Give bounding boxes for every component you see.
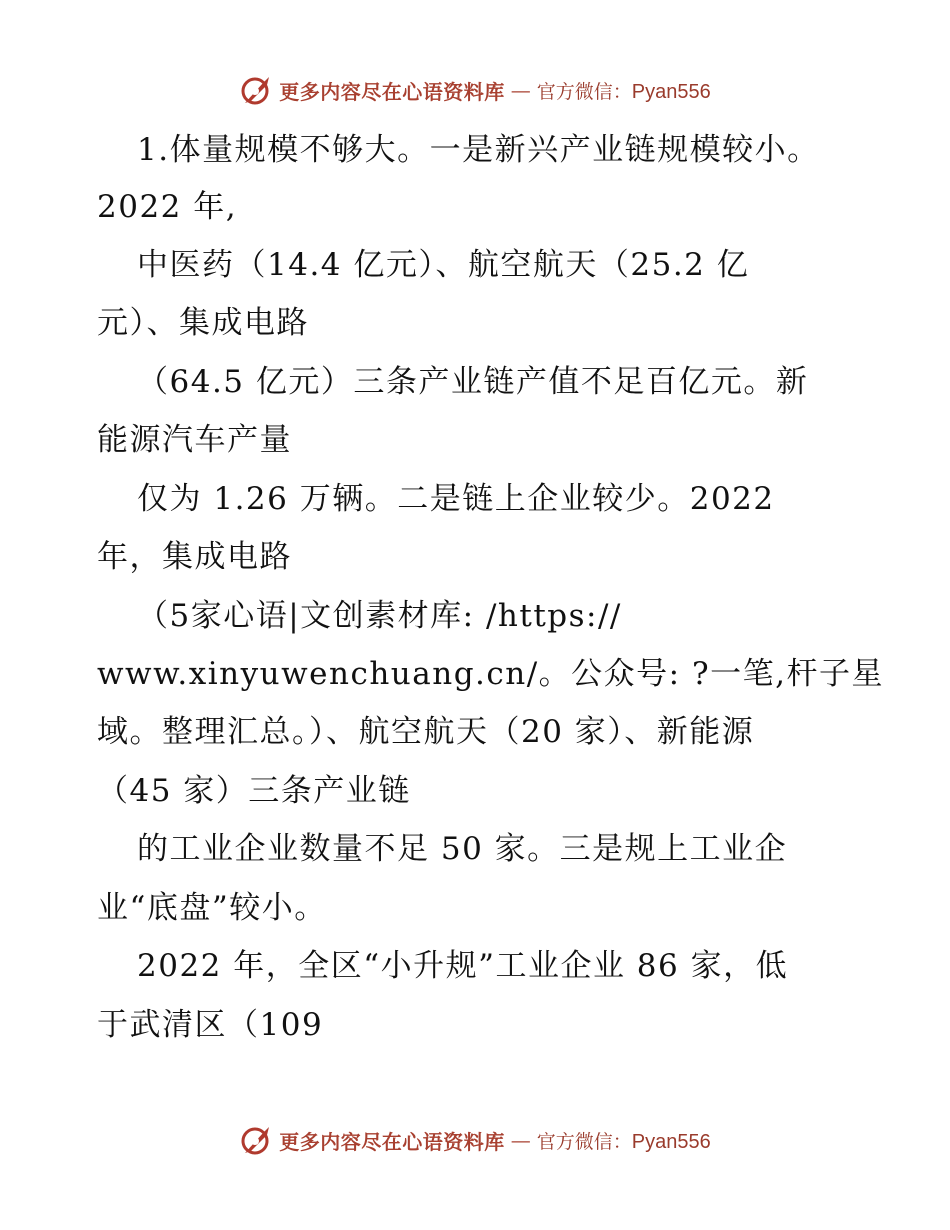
text-line: 仅为 1.26 万辆。二是链上企业较少。2022 bbox=[137, 481, 775, 517]
watermark-dash: — bbox=[510, 78, 531, 102]
text-line: （5家心语|文创素材库: /https:// bbox=[137, 598, 622, 634]
text-line: 业“底盘”较小。 bbox=[97, 890, 327, 926]
watermark-contact bbox=[537, 1127, 711, 1154]
watermark-dash: — bbox=[510, 1128, 531, 1152]
watermark-brand: 更多内容尽在心语资料库 bbox=[279, 79, 505, 104]
text-line: 域。整理汇总。）、航空航天（20 家）、新能源 bbox=[97, 714, 755, 750]
text-line: 2022 年, bbox=[97, 189, 238, 225]
watermark-label: 官方微信： bbox=[536, 1130, 632, 1153]
text-line: 的工业企业数量不足 50 家。三是规上工业企 bbox=[137, 831, 788, 867]
quill-logo-icon bbox=[239, 73, 273, 107]
watermark-id: Pyan556 bbox=[631, 1130, 711, 1153]
quill-logo-icon bbox=[239, 1123, 273, 1157]
watermark-id: Pyan556 bbox=[631, 80, 711, 103]
text-line: 元）、集成电路 bbox=[97, 305, 309, 341]
text-line: （45 家）三条产业链 bbox=[97, 773, 411, 809]
text-line: 能源汽车产量 bbox=[97, 422, 292, 458]
text-line: 于武清区（109 bbox=[97, 1007, 324, 1043]
header-watermark bbox=[0, 70, 950, 110]
text-line: 中医药（14.4 亿元）、航空航天（25.2 亿 bbox=[137, 247, 750, 283]
watermark-brand: 更多内容尽在心语资料库 bbox=[279, 1129, 505, 1154]
footer-watermark bbox=[0, 1120, 950, 1160]
watermark-label: 官方微信： bbox=[536, 80, 632, 103]
text-line: 1.体量规模不够大。一是新兴产业链规模较小。 bbox=[137, 132, 820, 168]
text-line: 2022 年，全区“小升规”工业企业 86 家，低 bbox=[137, 948, 789, 984]
text-line: 年，集成电路 bbox=[97, 539, 292, 575]
text-line: www.xinyuwenchuang.cn/。公众号: ?一笔,杆子星 bbox=[97, 656, 884, 692]
watermark-contact bbox=[537, 77, 711, 104]
text-line: （64.5 亿元）三条产业链产值不足百亿元。新 bbox=[137, 364, 809, 400]
